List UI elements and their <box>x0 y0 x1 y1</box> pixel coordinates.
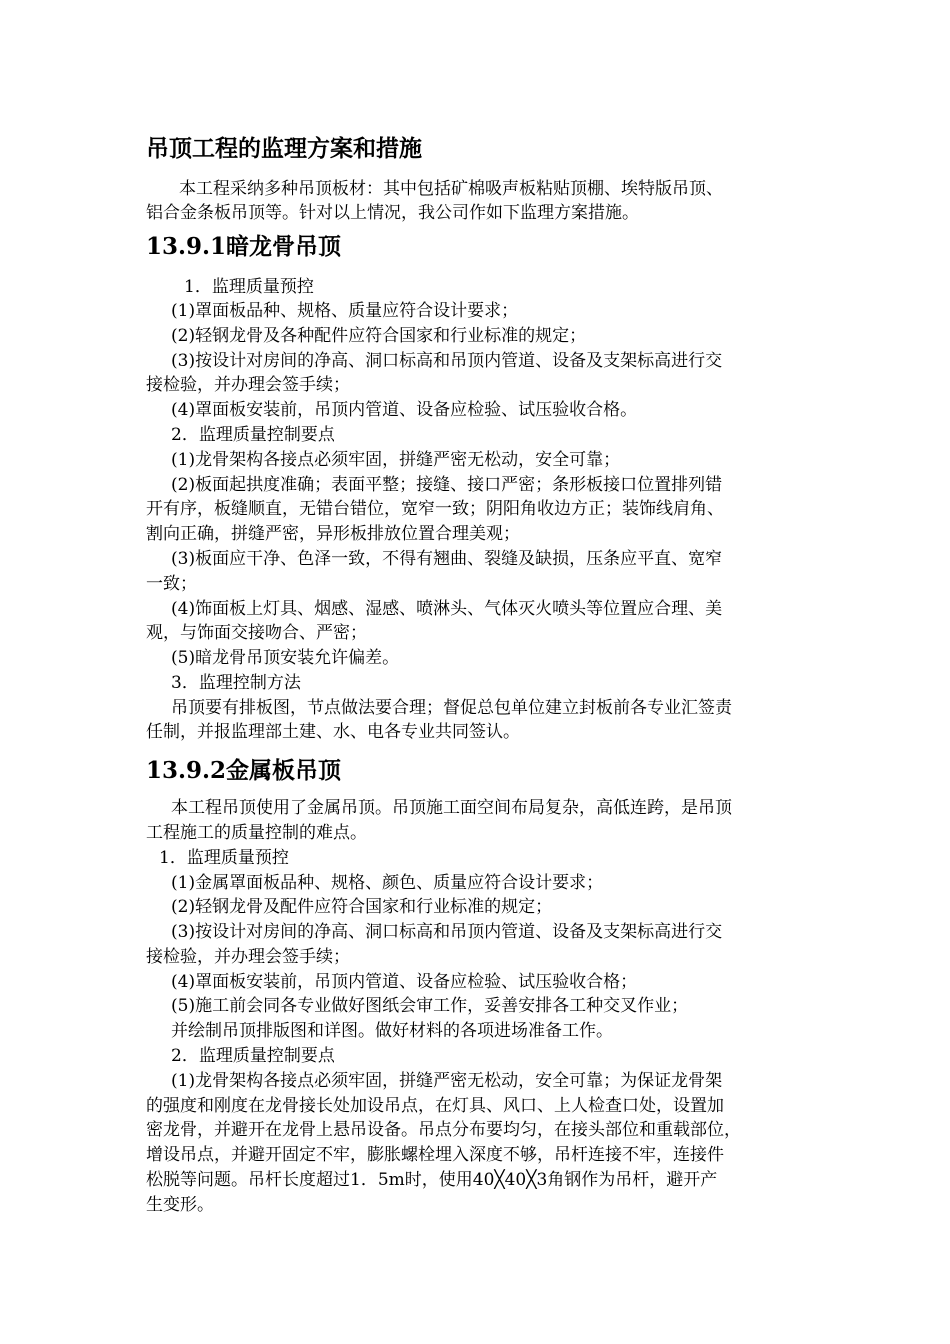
section-line: 1．监理质量预控 <box>184 277 314 297</box>
section-line: (2)板面起拱度准确；表面平整；接缝、接口严密；条形板接口位置排列错 <box>171 475 723 495</box>
section-line: 接检验，并办理会签手续； <box>146 947 350 967</box>
section-line: 松脱等问题。吊杆长度超过1．5m时，使用40╳40╳3角钢作为吊杆，避开产 <box>146 1170 718 1190</box>
section-line: (1)龙骨架构各接点必须牢固，拼缝严密无松动，安全可靠；为保证龙骨架 <box>171 1071 723 1091</box>
section-line: 本工程吊顶使用了金属吊顶。吊顶施工面空间布局复杂，高低连跨，是吊顶 <box>171 798 732 818</box>
section-line: 2．监理质量控制要点 <box>171 425 335 445</box>
section-line: (4)罩面板安装前，吊顶内管道、设备应检验、试压验收合格； <box>171 972 638 992</box>
section-line: 增设吊点，并避开固定不牢，膨胀螺栓埋入深度不够，吊杆连接不牢，连接件 <box>146 1145 724 1165</box>
section-line: (3)板面应干净、色泽一致，不得有翘曲、裂缝及缺损，压条应平直、宽窄 <box>171 549 723 569</box>
section-line: (1)罩面板品种、规格、质量应符合设计要求； <box>171 301 519 321</box>
section-line: 观，与饰面交接吻合、严密； <box>146 623 367 643</box>
section-heading: 13.9.1暗龙骨吊顶 <box>146 233 342 260</box>
section-line: 生变形。 <box>146 1195 214 1215</box>
document-title: 吊顶工程的监理方案和措施 <box>146 136 422 162</box>
section-heading: 13.9.2金属板吊顶 <box>146 757 342 784</box>
section-line: (5)施工前会同各专业做好图纸会审工作，妥善安排各工种交叉作业； <box>171 996 689 1016</box>
section-line: 工程施工的质量控制的难点。 <box>146 823 367 843</box>
section-line: 的强度和刚度在龙骨接长处加设吊点，在灯具、风口、上人检查口处，设置加 <box>146 1096 724 1116</box>
section-line: 3．监理控制方法 <box>171 673 301 693</box>
section-line: 一致； <box>146 574 197 594</box>
section-line: (3)按设计对房间的净高、洞口标高和吊顶内管道、设备及支架标高进行交 <box>171 922 723 942</box>
section-line: (2)轻钢龙骨及各种配件应符合国家和行业标准的规定； <box>171 326 587 346</box>
section-line: 密龙骨，并避开在龙骨上悬吊设备。吊点分布要均匀，在接头部位和重载部位， <box>146 1120 741 1140</box>
section-line: (1)金属罩面板品种、规格、颜色、质量应符合设计要求； <box>171 873 604 893</box>
section-line: 吊顶要有排板图，节点做法要合理；督促总包单位建立封板前各专业汇签责 <box>171 698 732 718</box>
intro-line: 铝合金条板吊顶等。针对以上情况，我公司作如下监理方案措施。 <box>146 203 639 223</box>
intro-line: 本工程采纳多种吊顶板材：其中包括矿棉吸声板粘贴顶棚、埃特版吊顶、 <box>179 179 723 199</box>
section-line: 2．监理质量控制要点 <box>171 1046 335 1066</box>
section-line: 开有序，板缝顺直，无错台错位，宽窄一致；阴阳角收边方正；装饰线肩角、 <box>146 499 724 519</box>
section-line: (4)饰面板上灯具、烟感、湿感、喷淋头、气体灭火喷头等位置应合理、美 <box>171 599 723 619</box>
section-line: 接检验，并办理会签手续； <box>146 375 350 395</box>
section-line: (4)罩面板安装前，吊顶内管道、设备应检验、试压验收合格。 <box>171 400 638 420</box>
section-line: (1)龙骨架构各接点必须牢固，拼缝严密无松动，安全可靠； <box>171 450 621 470</box>
section-line: (2)轻钢龙骨及配件应符合国家和行业标准的规定； <box>171 897 553 917</box>
section-line: 并绘制吊顶排版图和详图。做好材料的各项进场准备工作。 <box>171 1021 613 1041</box>
section-line: 割向正确，拼缝严密，异形板排放位置合理美观； <box>146 524 520 544</box>
section-line: 任制，并报监理部土建、水、电各专业共同签认。 <box>146 722 520 742</box>
section-line: (5)暗龙骨吊顶安装允许偏差。 <box>171 648 400 668</box>
section-line: 1．监理质量预控 <box>159 848 289 868</box>
section-line: (3)按设计对房间的净高、洞口标高和吊顶内管道、设备及支架标高进行交 <box>171 351 723 371</box>
